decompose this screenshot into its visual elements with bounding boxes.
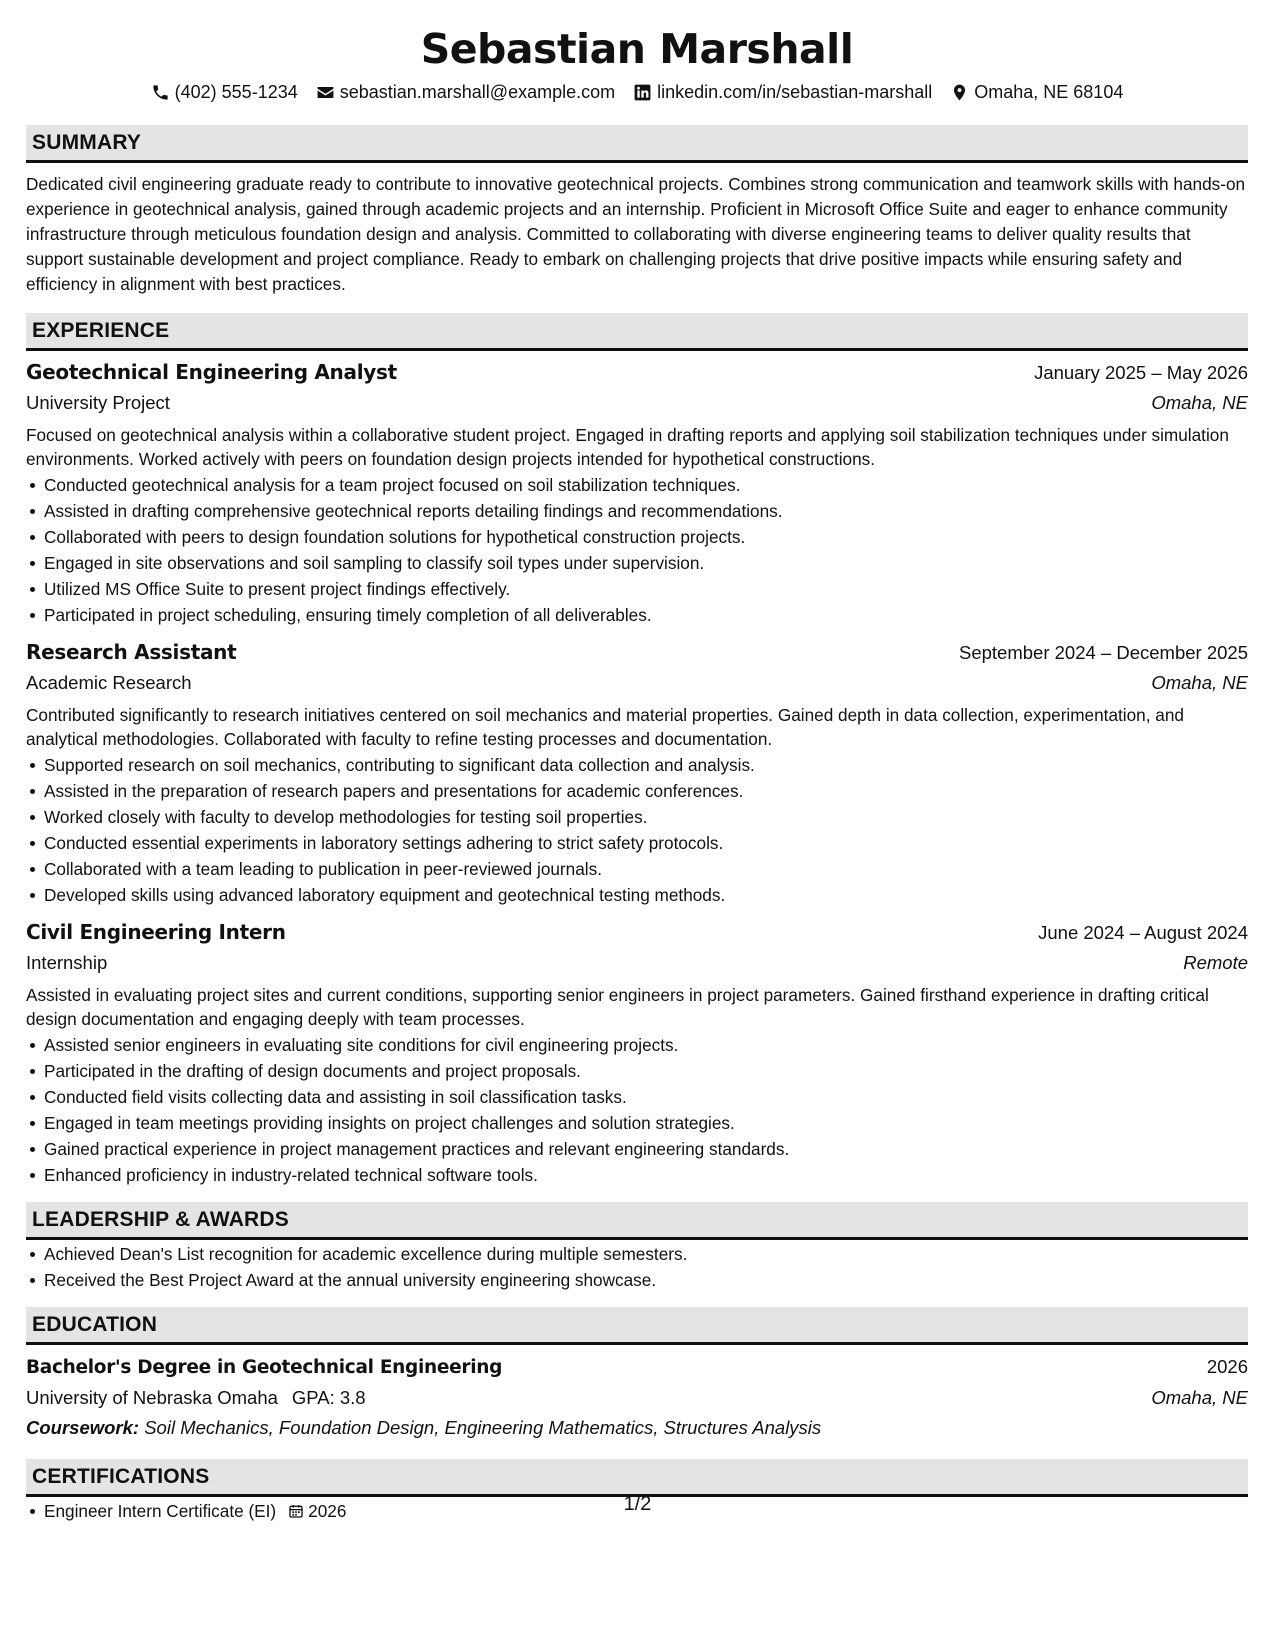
contact-location <box>950 82 1123 103</box>
job-bullets <box>26 752 1248 908</box>
job-location: Omaha, NE <box>1151 392 1248 413</box>
contact-email[interactable] <box>316 82 615 103</box>
job-dates: January 2025 – May 2026 <box>1034 362 1248 383</box>
job-description: Focused on geotechnical analysis within a collaborative student project. Engaged in drafting reports and applying soil stabilization techniques under simulation environments. Worked actively with peers on foundation design projects intended for hypothetical constructions. <box>26 425 1229 469</box>
list-item: Engaged in site observations and soil sampling to classify soil types under supervision. <box>26 550 1248 576</box>
list-item: Participated in the drafting of design documents and project proposals. <box>26 1058 1248 1084</box>
linkedin-text[interactable]: linkedin.com/in/sebastian-marshall <box>657 82 933 102</box>
coursework-label: Coursework: <box>26 1417 140 1438</box>
list-item: Developed skills using advanced laboratory equipment and geotechnical testing methods. <box>26 882 1248 908</box>
certifications-section-header <box>26 1459 1248 1497</box>
summary-section-header <box>26 125 1248 163</box>
list-item: Collaborated with peers to design foundation solutions for hypothetical construction projects. <box>26 524 1248 550</box>
coursework <box>26 1413 1248 1443</box>
list-item: Gained practical experience in project management practices and relevant engineering standards. <box>26 1136 1248 1162</box>
certification-name: Engineer Intern Certificate (EI) <box>44 1501 277 1521</box>
job-description: Contributed significantly to research initiatives centered on soil mechanics and material properties. Gained depth in data collection, experimentation, and analytical methodologies. Collaborated with faculty to refine testing processes and documentation. <box>26 705 1184 749</box>
list-item: Enhanced proficiency in industry-related technical software tools. <box>26 1162 1248 1188</box>
list-item: Assisted in the preparation of research papers and presentations for academic conferences. <box>26 778 1248 804</box>
education-section-header <box>26 1307 1248 1345</box>
gpa: GPA: 3.8 <box>291 1387 366 1408</box>
linkedin-icon <box>633 83 652 102</box>
list-item: Conducted essential experiments in laboratory settings adhering to strict safety protocols. <box>26 830 1248 856</box>
coursework-list: Soil Mechanics, Foundation Design, Engineering Mathematics, Structures Analysis <box>144 1417 822 1438</box>
job-bullets <box>26 472 1248 628</box>
experience-section-header <box>26 313 1248 351</box>
phone-icon <box>151 83 170 102</box>
contact-bar <box>26 82 1248 103</box>
contact-phone <box>151 82 298 103</box>
job-dates: September 2024 – December 2025 <box>959 642 1248 663</box>
job-title: Geotechnical Engineering Analyst <box>26 360 397 384</box>
contact-linkedin[interactable] <box>633 82 932 103</box>
list-item: Participated in project scheduling, ensuring timely completion of all deliverables. <box>26 602 1248 628</box>
list-item: Assisted senior engineers in evaluating site conditions for civil engineering projects. <box>26 1032 1248 1058</box>
summary-heading: SUMMARY <box>32 131 142 154</box>
job-dates: June 2024 – August 2024 <box>1038 922 1248 943</box>
certifications-heading: CERTIFICATIONS <box>32 1465 210 1488</box>
phone-text: (402) 555-1234 <box>174 82 298 102</box>
job-entry <box>26 918 1248 1188</box>
school-location: Omaha, NE <box>1151 1387 1248 1408</box>
list-item: Conducted geotechnical analysis for a team project focused on soil stabilization techniques. <box>26 472 1248 498</box>
envelope-icon <box>316 83 335 102</box>
list-item: Engaged in team meetings providing insights on project challenges and solution strategies. <box>26 1110 1248 1136</box>
email-text[interactable]: sebastian.marshall@example.com <box>339 82 616 102</box>
job-organization: Academic Research <box>26 672 192 693</box>
school-name: University of Nebraska Omaha <box>26 1387 278 1408</box>
job-description: Assisted in evaluating project sites and current conditions, supporting senior engineers in project parameters. Gained firsthand experience in drafting critical design documentation and engaging deeply with team processes. <box>26 985 1209 1029</box>
awards-list <box>26 1241 1248 1293</box>
summary-text: Dedicated civil engineering graduate ready to contribute to innovative geotechnical projects. Combines strong communication and teamwork skills with hands-on experience in geotechnical analysis, gained through academic projects and an internship. Proficient in Microsoft Office Suite and eager to enhance community infrastructure through meticulous foundation design and analysis. Committed to collaborating with diverse engineering teams to deliver quality results that support sustainable development and project compliance. Ready to embark on challenging projects that drive positive impacts while ensuring safety and efficiency in alignment with best practices. <box>26 174 1246 294</box>
awards-section-header <box>26 1202 1248 1240</box>
resume-page <box>26 20 1248 1524</box>
job-bullets <box>26 1032 1248 1188</box>
experience-heading: EXPERIENCE <box>32 319 170 342</box>
list-item: Worked closely with faculty to develop methodologies for testing soil properties. <box>26 804 1248 830</box>
education-entry <box>26 1352 1248 1443</box>
awards-heading: LEADERSHIP & AWARDS <box>32 1208 289 1231</box>
job-location: Remote <box>1183 952 1248 973</box>
page-number: 1/2 <box>623 1493 652 1515</box>
certification-year: 2026 <box>308 1501 347 1521</box>
job-title: Civil Engineering Intern <box>26 920 286 944</box>
graduation-year: 2026 <box>1206 1356 1248 1377</box>
list-item: Supported research on soil mechanics, contributing to significant data collection and analysis. <box>26 752 1248 778</box>
list-item: Utilized MS Office Suite to present project findings effectively. <box>26 576 1248 602</box>
list-item: Collaborated with a team leading to publication in peer-reviewed journals. <box>26 856 1248 882</box>
list-item: Achieved Dean's List recognition for academic excellence during multiple semesters. <box>26 1241 1248 1267</box>
job-organization: University Project <box>26 392 170 413</box>
job-entry <box>26 358 1248 628</box>
map-pin-icon <box>950 83 969 102</box>
education-heading: EDUCATION <box>32 1313 158 1336</box>
school-info <box>26 1383 366 1412</box>
job-title: Research Assistant <box>26 640 237 664</box>
list-item: Received the Best Project Award at the annual university engineering showcase. <box>26 1267 1248 1293</box>
job-entry <box>26 638 1248 908</box>
degree-title: Bachelor's Degree in Geotechnical Engineering <box>26 1357 503 1378</box>
candidate-name: Sebastian Marshall <box>420 25 854 73</box>
list-item: Assisted in drafting comprehensive geotechnical reports detailing findings and recommendations. <box>26 498 1248 524</box>
job-location: Omaha, NE <box>1151 672 1248 693</box>
job-organization: Internship <box>26 952 108 973</box>
location-text: Omaha, NE 68104 <box>974 82 1124 102</box>
list-item: Conducted field visits collecting data and assisting in soil classification tasks. <box>26 1084 1248 1110</box>
